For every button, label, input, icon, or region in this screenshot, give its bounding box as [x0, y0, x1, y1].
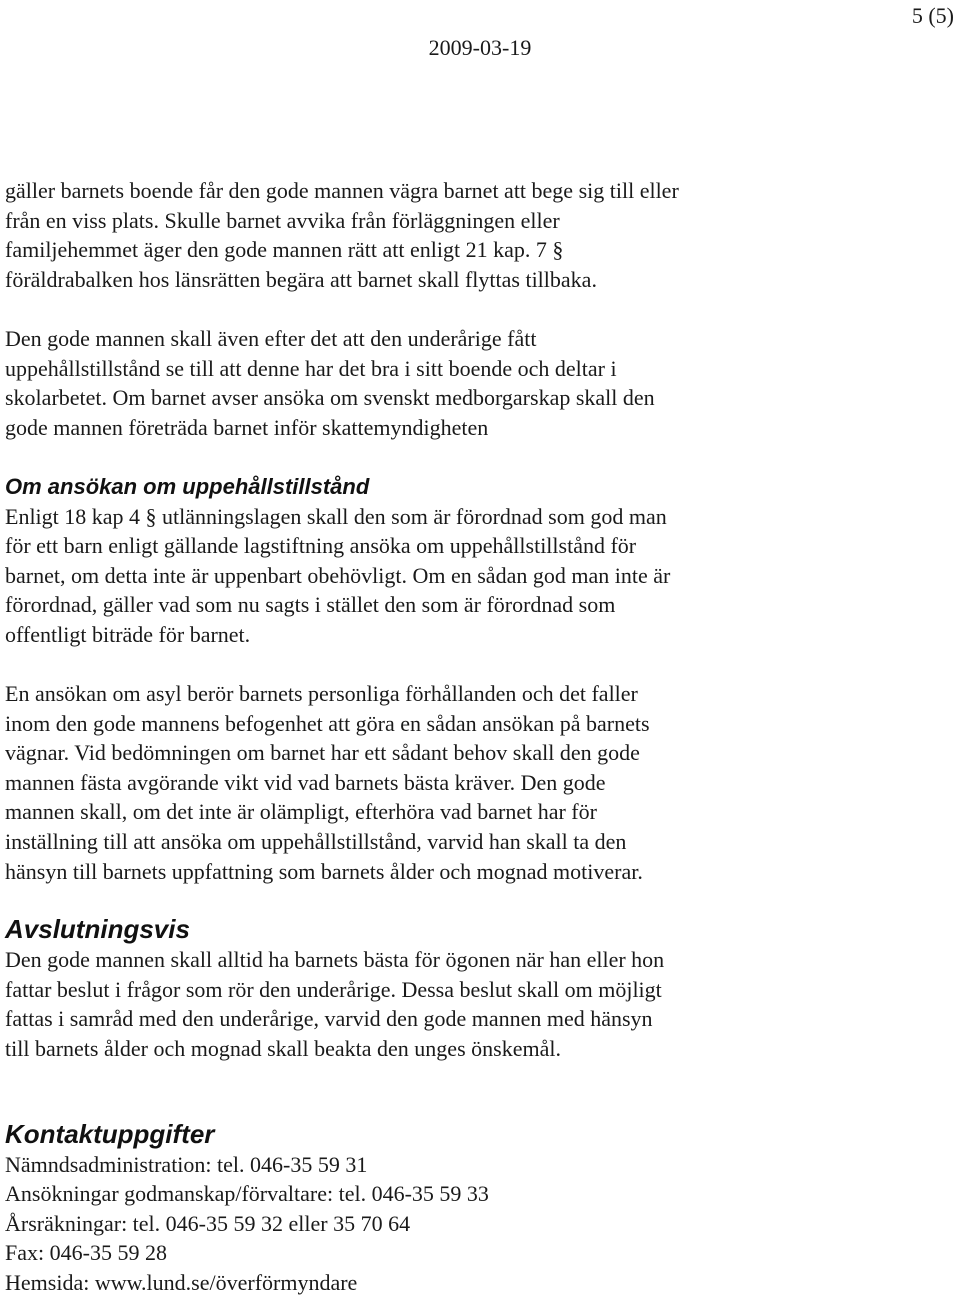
- text-line: till barnets ålder och mognad skall beakta den unges önskemål.: [5, 1036, 561, 1062]
- heading-kontaktuppgifter: Kontaktuppgifter: [5, 1118, 215, 1149]
- page-number: 5 (5): [911, 3, 954, 28]
- text-line: Enligt 18 kap 4 § utlänningslagen skall den som är förordnad som god man: [5, 503, 667, 529]
- text-line: Den gode mannen skall alltid ha barnets bästa för ögonen när han eller hon: [5, 947, 665, 973]
- contact-hemsida: Hemsida: www.lund.se/överförmyndare: [5, 1270, 358, 1295]
- text-line: En ansökan om asyl berör barnets personliga förhållanden och det faller: [5, 681, 638, 707]
- document-body: [5, 176, 955, 1298]
- heading-ansokan: Om ansökan om uppehållstillstånd: [5, 473, 370, 499]
- text-line: mannen fästa avgörande vikt vid vad barnets bästa kräver. Den gode: [5, 769, 606, 795]
- paragraph-boende: [5, 176, 955, 294]
- paragraph-utlanningslagen: [5, 502, 955, 650]
- text-line: hänsyn till barnets uppfattning som barnets ålder och mognad motiverar.: [5, 858, 643, 884]
- paragraph-asyl: [5, 679, 955, 886]
- contact-ansokningar: Ansökningar godmanskap/förvaltare: tel. 046-35 59 33: [5, 1181, 489, 1207]
- text-line: uppehållstillstånd se till att denne har det bra i sitt boende och deltar i: [5, 355, 617, 381]
- text-line: inom den gode mannens befogenhet att göra en sådan ansökan på barnets: [5, 710, 650, 736]
- document-date: 2009-03-19: [428, 35, 532, 60]
- text-line: familjehemmet äger den gode mannen rätt att enligt 21 kap. 7 §: [5, 237, 564, 263]
- text-line: fattas i samråd med den underårige, varvid den gode mannen med hänsyn: [5, 1006, 653, 1032]
- contact-nämndsadministration: Nämndsadministration: tel. 046-35 59 31: [5, 1151, 368, 1177]
- text-line: gode mannen företräda barnet inför skattemyndigheten: [5, 414, 489, 440]
- text-line: skolarbetet. Om barnet avser ansöka om svenskt medborgarskap skall den: [5, 385, 655, 411]
- text-line: offentligt biträde för barnet.: [5, 621, 251, 647]
- text-line: från en viss plats. Skulle barnet avvika från förläggningen eller: [5, 207, 560, 233]
- paragraph-avslutningsvis: [5, 945, 955, 1063]
- text-line: fattar beslut i frågor som rör den underårige. Dessa beslut skall om möjligt: [5, 976, 662, 1002]
- text-line: föräldrabalken hos länsrätten begära att barnet skall flyttas tillbaka.: [5, 266, 597, 292]
- text-line: förordnad, gäller vad som nu sagts i stället den som är förordnad som: [5, 592, 616, 618]
- text-line: för ett barn enligt gällande lagstiftning ansöka om uppehållstillstånd för: [5, 533, 637, 559]
- heading-avslutningsvis: Avslutningsvis: [5, 914, 190, 945]
- text-line: inställning till att ansöka om uppehållstillstånd, varvid han skall ta den: [5, 829, 627, 855]
- paragraph-uppehallstillstand: [5, 324, 955, 442]
- contact-arsrakningar: Årsräkningar: tel. 046-35 59 32 eller 35 70 64: [5, 1210, 411, 1236]
- text-line: gäller barnets boende får den gode mannen vägra barnet att bege sig till eller: [5, 178, 679, 203]
- text-line: vägnar. Vid bedömningen om barnet har ett sådant behov skall den gode: [5, 740, 640, 766]
- text-line: mannen skall, om det inte är olämpligt, efterhöra vad barnet har för: [5, 799, 597, 825]
- contact-fax: Fax: 046-35 59 28: [5, 1240, 167, 1266]
- text-line: Den gode mannen skall även efter det att den underårige fått: [5, 325, 537, 351]
- contact-list: [5, 1150, 955, 1298]
- text-line: barnet, om detta inte är uppenbart obehövligt. Om en sådan god man inte är: [5, 562, 671, 588]
